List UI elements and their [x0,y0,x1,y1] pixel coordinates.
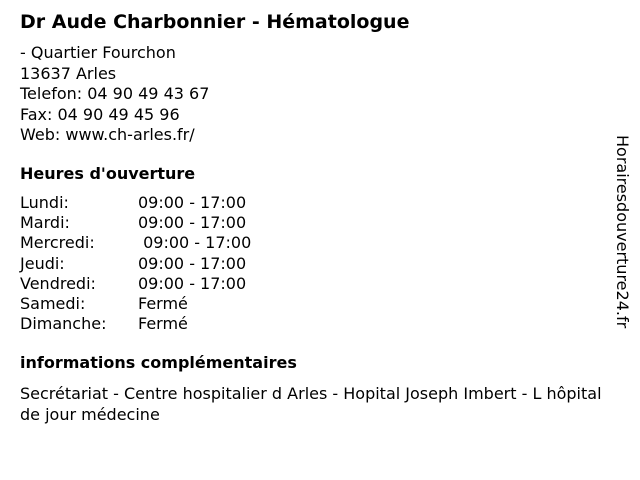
day-label: Lundi: [20,193,69,212]
hours-heading: Heures d'ouverture [20,164,196,183]
page-title: Dr Aude Charbonnier - Hématologue [20,11,410,33]
day-label: Mercredi: [20,233,95,253]
hours-row-tuesday [20,213,251,233]
address-street: - Quartier Fourchon [20,43,176,62]
day-label: Dimanche: [20,314,107,334]
website: Web: www.ch-arles.fr/ [20,125,195,144]
day-label: Vendredi: [20,273,96,293]
hours-row-saturday [20,294,251,314]
hours-value: Fermé [138,314,188,334]
day-label: Mardi: [20,213,70,233]
hours-value: 09:00 - 17:00 [138,193,247,212]
fax-number: Fax: 04 90 49 45 96 [20,104,180,124]
hours-row-monday [20,193,251,213]
hours-row-wednesday [20,233,251,253]
hours-value: 09:00 - 17:00 [138,273,247,293]
day-label: Jeudi: [20,253,65,273]
address-block [20,43,209,146]
hours-value: 09:00 - 17:00 [138,213,247,233]
hours-value: 09:00 - 17:00 [138,233,252,253]
hours-row-friday [20,274,251,294]
hours-row-thursday [20,254,251,274]
hours-value: 09:00 - 17:00 [138,253,247,273]
opening-hours-table [20,193,251,334]
hours-row-sunday [20,314,251,334]
day-label: Samedi: [20,293,86,313]
info-heading: informations complémentaires [20,353,297,372]
info-text: Secrétariat - Centre hospitalier d Arles - Hopital Joseph Imbert - L hôpital de jour médecine [20,384,602,424]
phone-number: Telefon: 04 90 49 43 67 [20,84,210,103]
address-city: 13637 Arles [20,63,117,83]
watermark: Horairesdouverture24.fr [613,135,632,329]
hours-value: Fermé [138,293,188,313]
